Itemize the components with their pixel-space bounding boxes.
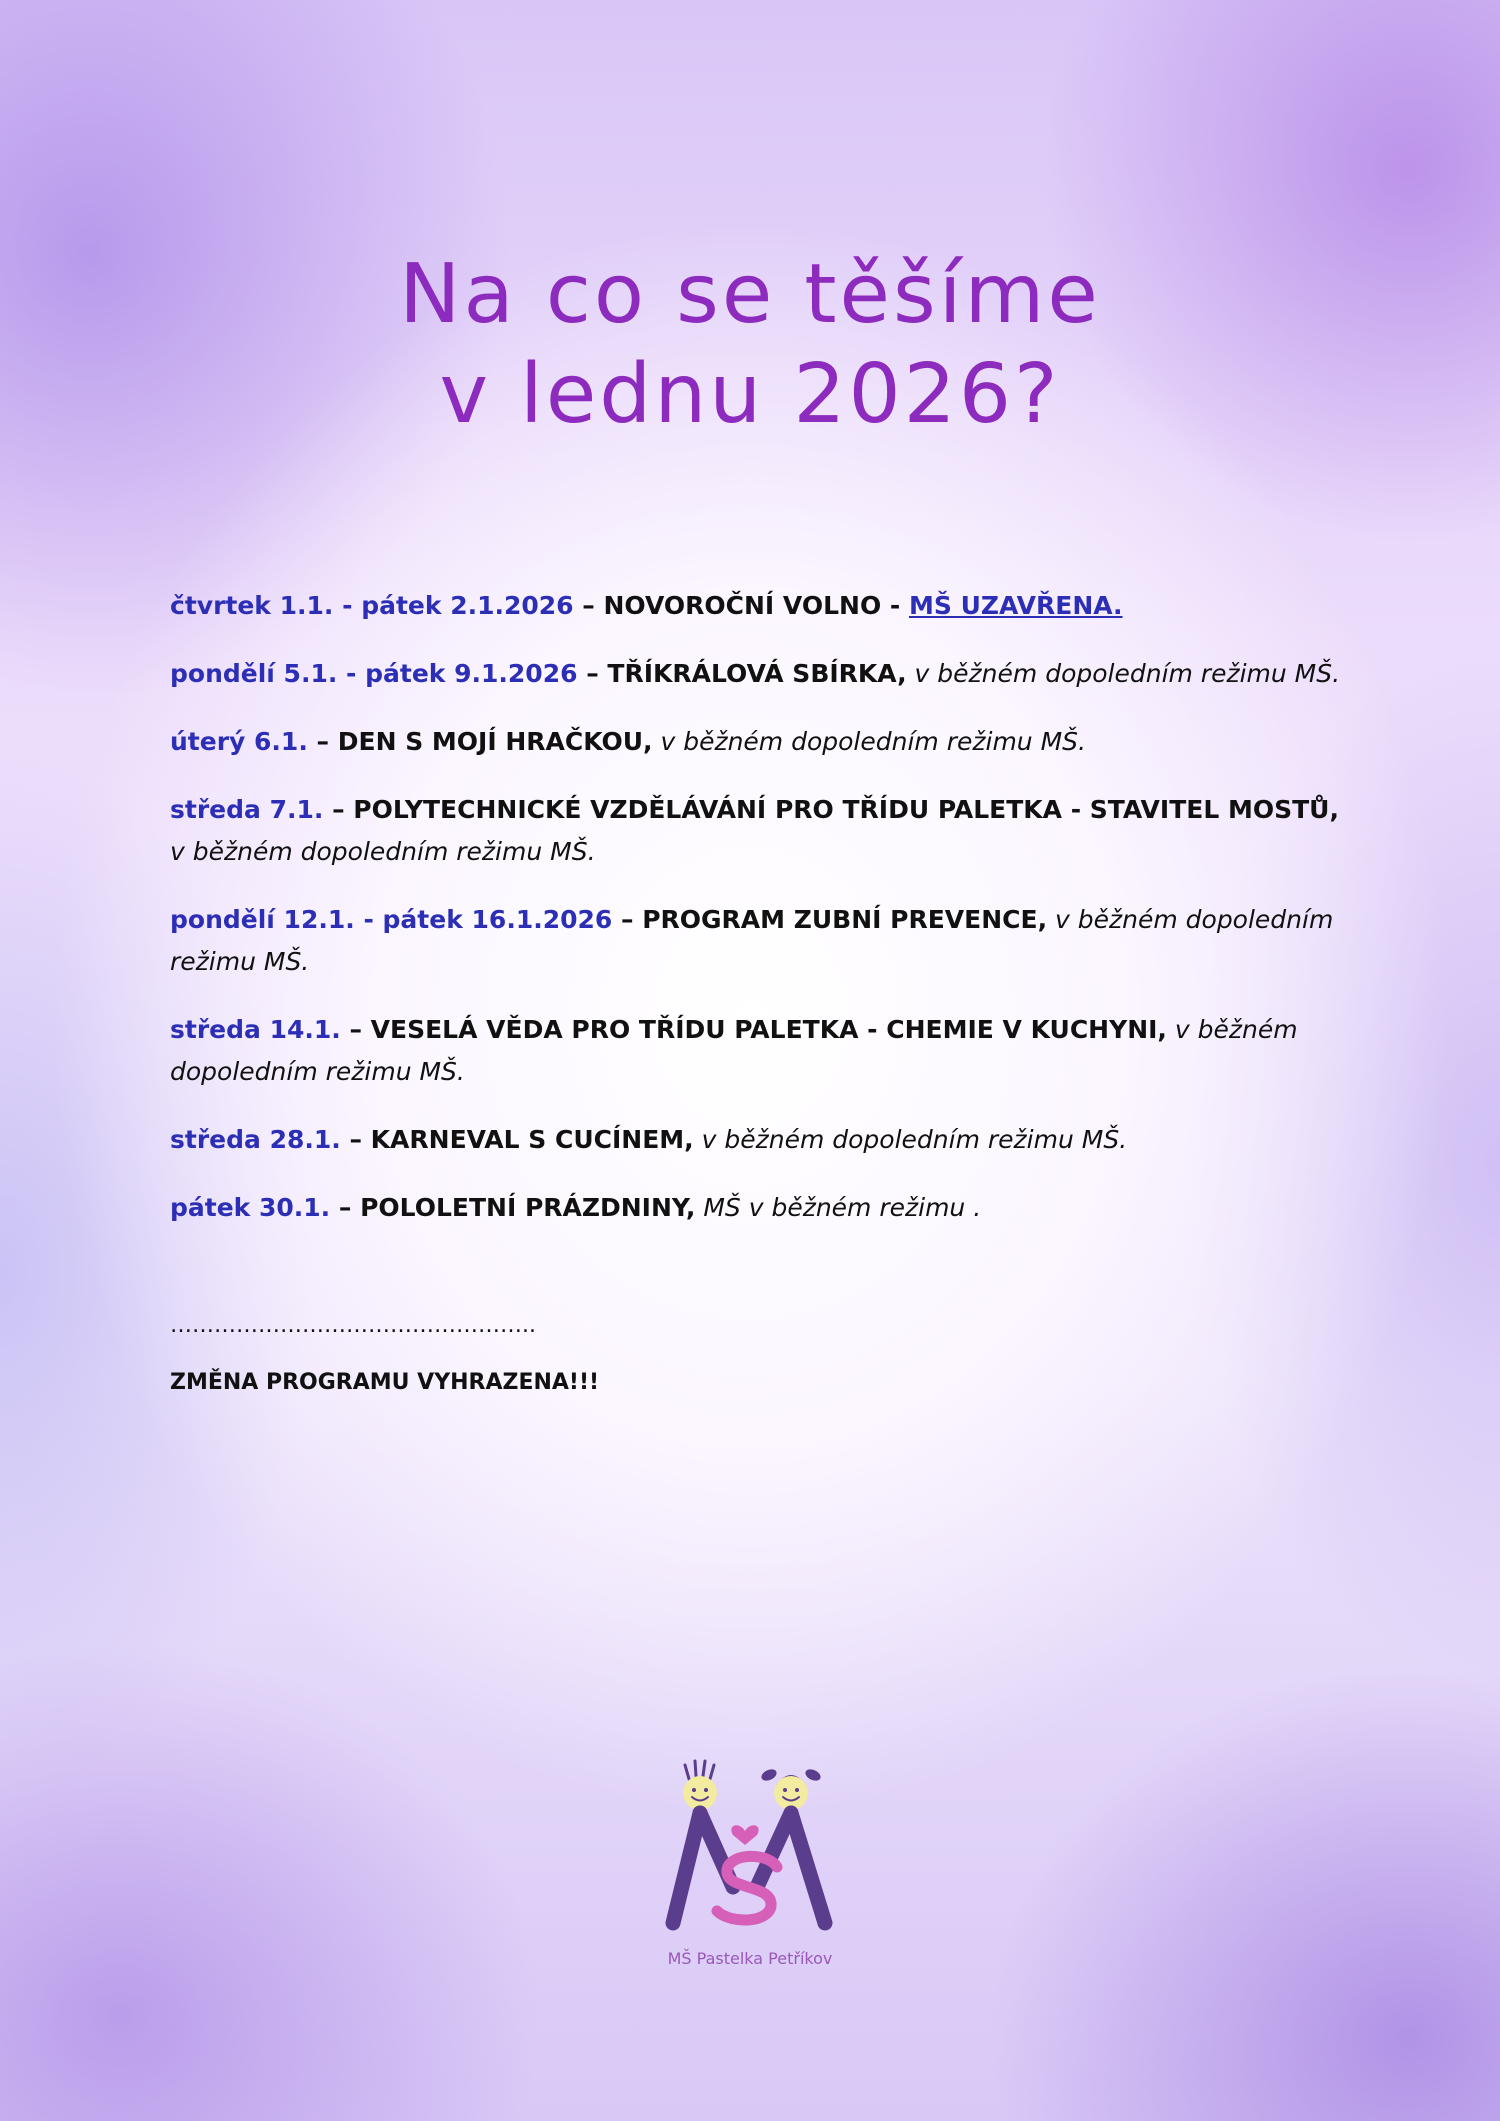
event-mode: v běžném dopoledním režimu MŠ. [170,905,1334,976]
event-item [170,1187,1345,1229]
page-title [0,245,1500,445]
event-mode: v běžném dopoledním režimu MŠ. [906,659,1341,688]
event-date: středa 28.1. [170,1125,341,1154]
event-mode: v běžném dopoledním režimu MŠ. [693,1125,1128,1154]
event-date: pondělí 12.1. - pátek 16.1.2026 [170,905,613,934]
event-item [170,899,1345,983]
event-mode: v běžném dopoledním režimu MŠ. [170,1015,1298,1086]
event-title: – POLOLETNÍ PRÁZDNINY, [330,1193,696,1222]
school-logo [655,1755,845,1975]
event-list [170,585,1345,1255]
event-item [170,721,1345,763]
event-title: – NOVOROČNÍ VOLNO - [573,591,909,620]
event-date: pondělí 5.1. - pátek 9.1.2026 [170,659,578,688]
school-logo-graphic [655,1755,845,1945]
page-title-line-2: v lednu 2026? [439,347,1061,442]
event-title: – VESELÁ VĚDA PRO TŘÍDU PALETKA - CHEMIE V KUCHYNI, [340,1015,1167,1044]
event-item [170,1009,1345,1093]
event-mode: v běžném dopoledním režimu MŠ. [652,727,1086,756]
event-title: – TŘÍKRÁLOVÁ SBÍRKA, [577,659,907,688]
event-mode: v běžném dopoledním režimu MŠ. [170,837,596,866]
event-title: – POLYTECHNICKÉ VZDĚLÁVÁNÍ PRO TŘÍDU PALETKA - STAVITEL MOSTŮ, [323,795,1339,824]
event-date: pátek 30.1. [170,1193,331,1222]
logo-caption: MŠ Pastelka Petříkov [667,1949,833,1968]
event-item [170,585,1345,627]
event-date: středa 7.1. [170,795,324,824]
event-item [170,789,1345,873]
event-item [170,1119,1345,1161]
event-title: – KARNEVAL S CUCÍNEM, [340,1125,694,1154]
page-title-line-1: Na co se těšíme [399,247,1101,342]
event-date: úterý 6.1. [170,727,308,756]
event-item [170,653,1345,695]
dotted-separator: ………………………………………….. [170,1313,536,1338]
closed-link[interactable]: MŠ UZAVŘENA. [908,591,1123,620]
program-change-note: ZMĚNA PROGRAMU VYHRAZENA!!! [170,1370,600,1395]
event-date: čtvrtek 1.1. - pátek 2.1.2026 [170,591,574,620]
event-title: – PROGRAM ZUBNÍ PREVENCE, [612,905,1048,934]
event-mode: MŠ v běžném režimu . [695,1193,982,1222]
event-date: středa 14.1. [170,1015,341,1044]
event-title: – DEN S MOJÍ HRAČKOU, [307,727,653,756]
